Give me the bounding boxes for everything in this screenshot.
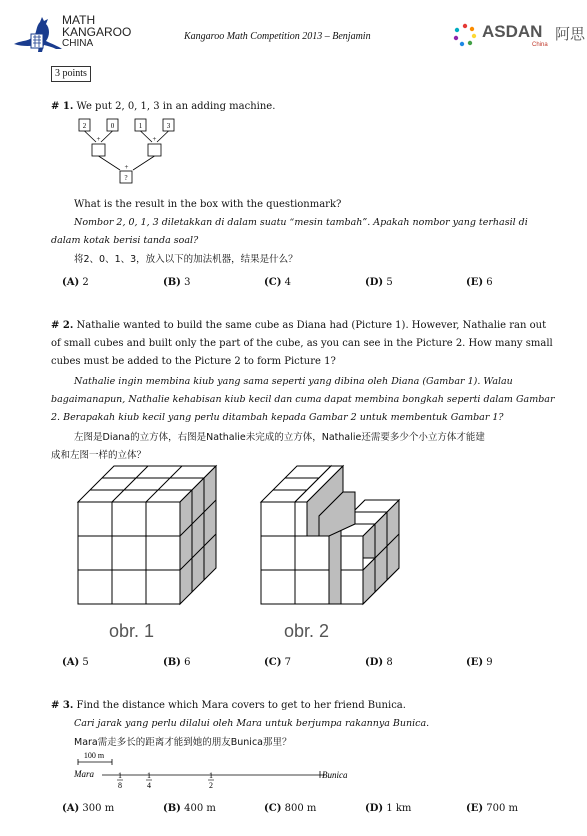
question-3-heading (51, 697, 406, 714)
question-1-english-2: What is the result in the box with the questionmark? (74, 199, 342, 210)
question-3-option-e[interactable]: (E) 700 m (466, 803, 519, 814)
question-1-option-c[interactable]: (C) 4 (264, 277, 291, 288)
bunica-label: Bunica (322, 770, 348, 780)
segment-label: 100 m (83, 751, 105, 760)
output-box (120, 171, 132, 183)
section-label: 3 points (51, 66, 91, 82)
svg-text:1: 1 (209, 771, 213, 780)
plus-sign-1: + (96, 135, 101, 143)
question-1-malay-1: Nombor 2, 0, 1, 3 diletakkan di dalam suatu “mesin tambah”. Apakah nombor yang terhasil di (74, 217, 528, 228)
asdan-text: ASDAN (482, 22, 543, 41)
svg-text:2: 2 (82, 122, 87, 130)
svg-text:0: 0 (110, 122, 115, 130)
asdan-logo (452, 22, 587, 52)
question-2-malay-2: bagaimanapun, Nathalie kehabisan kiub kecil dan cuma dapat membina bongkah seperti dalam Gambar (51, 394, 555, 405)
fraction-1-8 (117, 771, 123, 790)
question-3-option-d[interactable]: (D) 1 km (365, 803, 412, 814)
question-2-option-b[interactable]: (B) 6 (163, 657, 191, 668)
header-title: Kangaroo Math Competition 2013 – Benjamin (184, 31, 371, 42)
logo-line-kangaroo: KANGAROO (62, 25, 132, 39)
asdan-star-icon (452, 22, 478, 48)
question-1-option-b[interactable]: (B) 3 (163, 277, 191, 288)
middle-box-2 (148, 144, 161, 156)
question-2-english-2: of small cubes and built only the part of the cube, as you can see in the Picture 2. How many small (51, 338, 553, 349)
question-1-option-a[interactable]: (A) 2 (62, 277, 89, 288)
svg-text:8: 8 (118, 781, 122, 790)
question-2-chinese-2: 成和左图一样的立体？ (51, 450, 147, 461)
input-box-1 (79, 119, 90, 131)
question-2-english-1: Nathalie wanted to build the same cube as Diana had (Picture 1). However, Nathalie ran out (76, 320, 547, 331)
svg-text:1: 1 (147, 771, 151, 780)
picture-2-partial-cube (257, 462, 407, 607)
question-3-option-a[interactable]: (A) 300 m (62, 803, 115, 814)
question-3-english: Find the distance which Mara covers to get to her friend Bunica. (76, 700, 406, 711)
question-2-options (62, 657, 582, 673)
fraction-1-2 (208, 771, 214, 790)
question-1-options (62, 277, 582, 293)
question-1-heading (51, 98, 275, 115)
question-2-heading (51, 317, 546, 334)
question-1-malay-2: dalam kotak berisi tanda soal? (51, 235, 199, 246)
question-1-option-d[interactable]: (D) 5 (365, 277, 393, 288)
question-2-option-c[interactable]: (C) 7 (264, 657, 291, 668)
question-3-malay: Cari jarak yang perlu dilalui oleh Mara untuk berjumpa rakannya Bunica. (74, 718, 430, 729)
picture-1-full-cube (74, 462, 224, 607)
kangaroo-icon (12, 14, 64, 54)
question-1-number: # 1. (51, 101, 74, 112)
question-2-chinese-1: 左图是Diana的立方体，右图是Nathalie未完成的立方体，Nathalie还需要多少个小立方体才能建 (74, 432, 485, 443)
question-2-malay-3: 2. Berapakah kiub kecil yang perlu ditambah kepada Gambar 2 untuk membentuk Gambar 1? (51, 412, 504, 423)
asdan-chinese: 阿思 (555, 26, 586, 43)
svg-text:2: 2 (209, 781, 213, 790)
svg-text:4: 4 (147, 781, 151, 790)
logo-line-math: MATH (62, 13, 96, 27)
question-3-options (62, 803, 582, 819)
input-box-3 (135, 119, 146, 131)
input-box-2 (107, 119, 118, 131)
question-3-number: # 3. (51, 700, 74, 711)
input-box-4 (163, 119, 174, 131)
svg-text:1: 1 (138, 122, 143, 130)
question-2-option-a[interactable]: (A) 5 (62, 657, 89, 668)
adding-machine-diagram (72, 114, 182, 186)
logo-line-china: CHINA (62, 38, 94, 49)
math-kangaroo-logo (12, 14, 142, 54)
question-3-option-b[interactable]: (B) 400 m (163, 803, 216, 814)
plus-sign-3: + (124, 163, 129, 171)
distance-diagram (72, 748, 372, 796)
svg-text:3: 3 (166, 122, 171, 130)
middle-box-1 (92, 144, 105, 156)
question-1-english: We put 2, 0, 1, 3 in an adding machine. (76, 101, 276, 112)
svg-text:1: 1 (118, 771, 122, 780)
question-2-option-e[interactable]: (E) 9 (466, 657, 493, 668)
question-2-english-3: cubes must be added to the Picture 2 to form Picture 1? (51, 356, 336, 367)
question-2-option-d[interactable]: (D) 8 (365, 657, 393, 668)
svg-text:?: ? (124, 174, 128, 182)
question-1-chinese: 将2、0、1、3，放入以下的加法机器，结果是什么？ (74, 254, 298, 265)
question-3-chinese: Mara需走多长的距离才能到她的朋友Bunica那里？ (74, 737, 292, 748)
fraction-1-4 (146, 771, 152, 790)
mara-label: Mara (74, 769, 94, 779)
question-2-number: # 2. (51, 320, 74, 331)
plus-sign-2: + (152, 135, 157, 143)
question-2-malay-1: Nathalie ingin membina kiub yang sama seperti yang dibina oleh Diana (Gambar 1). Walau (74, 376, 513, 387)
asdan-sub: China (532, 42, 548, 48)
question-1-option-e[interactable]: (E) 6 (466, 277, 493, 288)
picture-2-label: obr. 2 (284, 621, 330, 641)
picture-1-label: obr. 1 (109, 621, 155, 641)
question-3-option-c[interactable]: (C) 800 m (264, 803, 317, 814)
